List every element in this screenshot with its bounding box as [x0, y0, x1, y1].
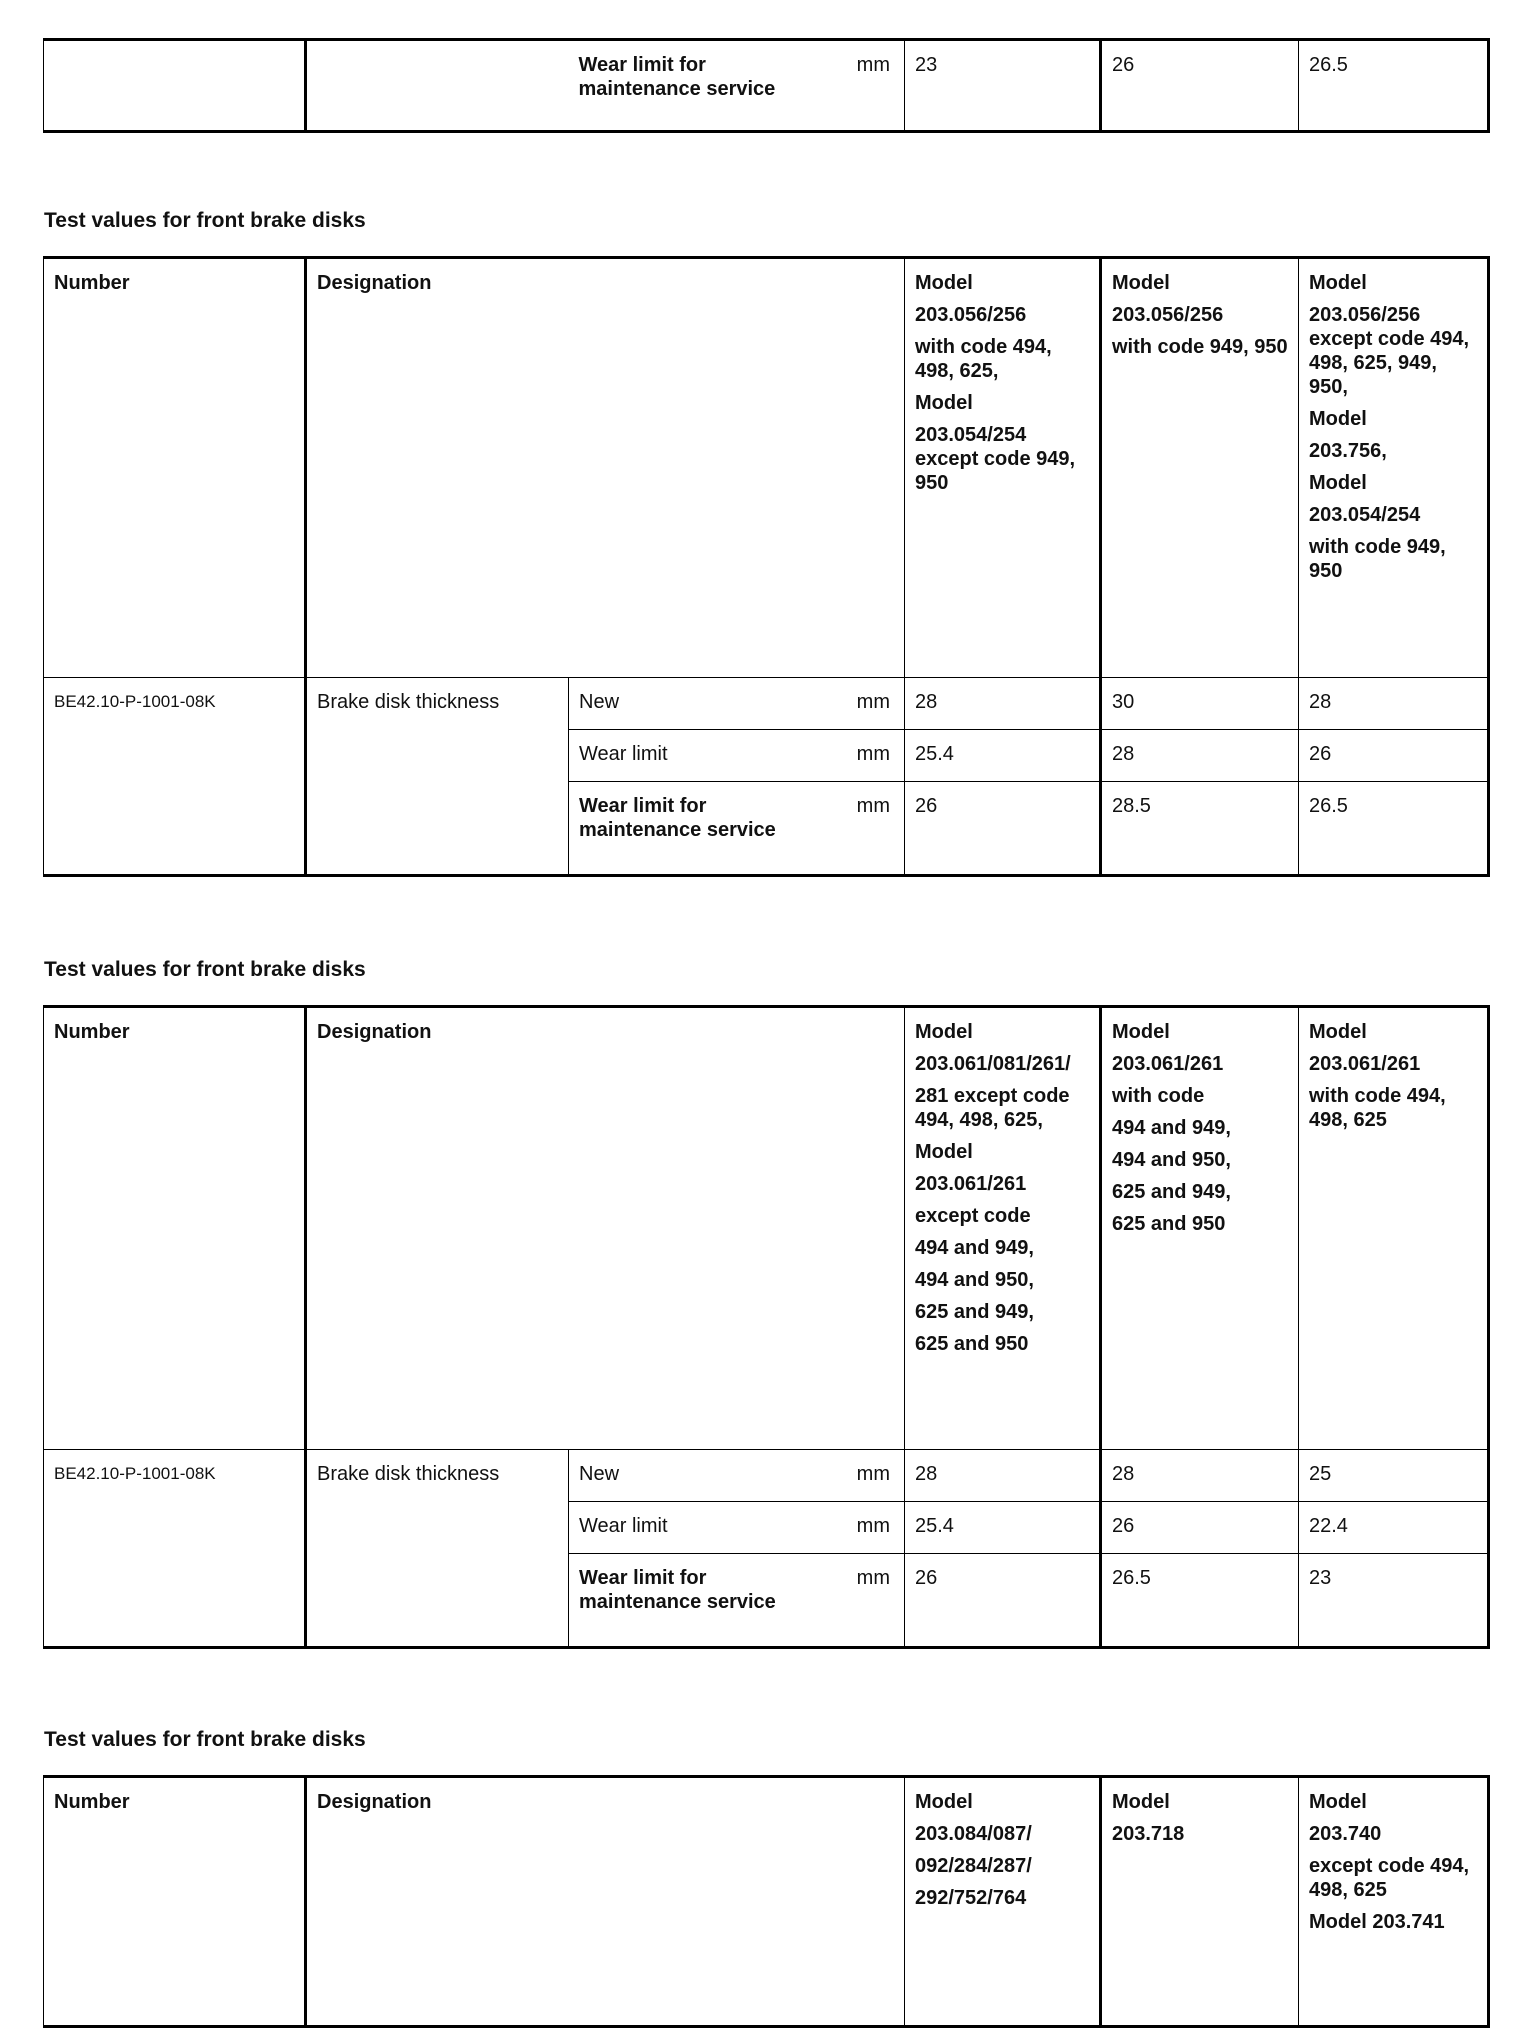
row-unit: mm [841, 1554, 905, 1648]
row-label: Wear limit for maintenance service [569, 1554, 841, 1648]
row-label: Wear limit [569, 730, 841, 782]
value-cell: 28 [1101, 730, 1299, 782]
value-cell: 25 [1299, 1450, 1489, 1502]
number-cell [44, 40, 306, 132]
header-number: Number [44, 258, 306, 678]
spec-table [43, 256, 1490, 877]
header-designation: Designation [306, 1777, 905, 2027]
header-designation: Designation [306, 1007, 905, 1450]
value-cell: 28 [905, 678, 1101, 730]
value-cell: 28 [1299, 678, 1489, 730]
header-model-col3: Model 203.740 except code 494, 498, 625 Model 203.741 [1299, 1777, 1489, 2027]
value-cell: 26 [1101, 1502, 1299, 1554]
designation: Brake disk thickness [306, 1450, 569, 1648]
section-title: Test values for front brake disks [44, 209, 366, 232]
value-cell: 26 [905, 782, 1101, 876]
spec-table [43, 1775, 1490, 2028]
part-number: BE42.10-P-1001-08K [44, 678, 306, 876]
value-cell: 28 [905, 1450, 1101, 1502]
part-number: BE42.10-P-1001-08K [44, 1450, 306, 1648]
header-model-col2: Model 203.061/261 with code 494 and 949, 494 and 950, 625 and 949, 625 and 950 [1101, 1007, 1299, 1450]
header-model-col2: Model 203.056/256 with code 949, 950 [1101, 258, 1299, 678]
row-label: New [569, 678, 841, 730]
header-model-col3: Model 203.056/256 except code 494, 498, 625, 949, 950, Model 203.756, Model 203.054/254 with code 949, 950 [1299, 258, 1489, 678]
value-cell: 22.4 [1299, 1502, 1489, 1554]
value-cell: 26 [1101, 40, 1299, 132]
header-number: Number [44, 1007, 306, 1450]
value-cell: 23 [1299, 1554, 1489, 1648]
value-cell: 25.4 [905, 1502, 1101, 1554]
value-cell: 28.5 [1101, 782, 1299, 876]
value-cell: 26.5 [1299, 40, 1489, 132]
row-unit: mm [841, 1450, 905, 1502]
designation: Brake disk thickness [306, 678, 569, 876]
row-unit: mm [841, 678, 905, 730]
section-title: Test values for front brake disks [44, 958, 366, 981]
row-label: Wear limit for maintenance service [569, 40, 841, 132]
top-fragment-table [43, 38, 1490, 133]
value-cell: 26.5 [1299, 782, 1489, 876]
value-cell: 26.5 [1101, 1554, 1299, 1648]
header-model-col1: Model 203.056/256 with code 494, 498, 625, Model 203.054/254 except code 949, 950 [905, 258, 1101, 678]
header-model-col1: Model 203.061/081/261/ 281 except code 494, 498, 625, Model 203.061/261 except code 494 and 949, 494 and 950, 625 and 949, 625 and 950 [905, 1007, 1101, 1450]
value-cell: 26 [1299, 730, 1489, 782]
value-cell: 25.4 [905, 730, 1101, 782]
value-cell: 30 [1101, 678, 1299, 730]
spec-table [43, 1005, 1490, 1649]
header-number: Number [44, 1777, 306, 2027]
value-cell: 28 [1101, 1450, 1299, 1502]
row-label: Wear limit [569, 1502, 841, 1554]
header-designation: Designation [306, 258, 905, 678]
header-model-col2: Model 203.718 [1101, 1777, 1299, 2027]
designation-cell [306, 40, 569, 132]
value-cell: 26 [905, 1554, 1101, 1648]
row-unit: mm [841, 1502, 905, 1554]
row-unit: mm [841, 730, 905, 782]
row-label: New [569, 1450, 841, 1502]
row-unit: mm [841, 40, 905, 132]
value-cell: 23 [905, 40, 1101, 132]
header-model-col3: Model 203.061/261 with code 494, 498, 625 [1299, 1007, 1489, 1450]
row-unit: mm [841, 782, 905, 876]
row-label: Wear limit for maintenance service [569, 782, 841, 876]
section-title: Test values for front brake disks [44, 1728, 366, 1751]
header-model-col1: Model 203.084/087/ 092/284/287/ 292/752/764 [905, 1777, 1101, 2027]
